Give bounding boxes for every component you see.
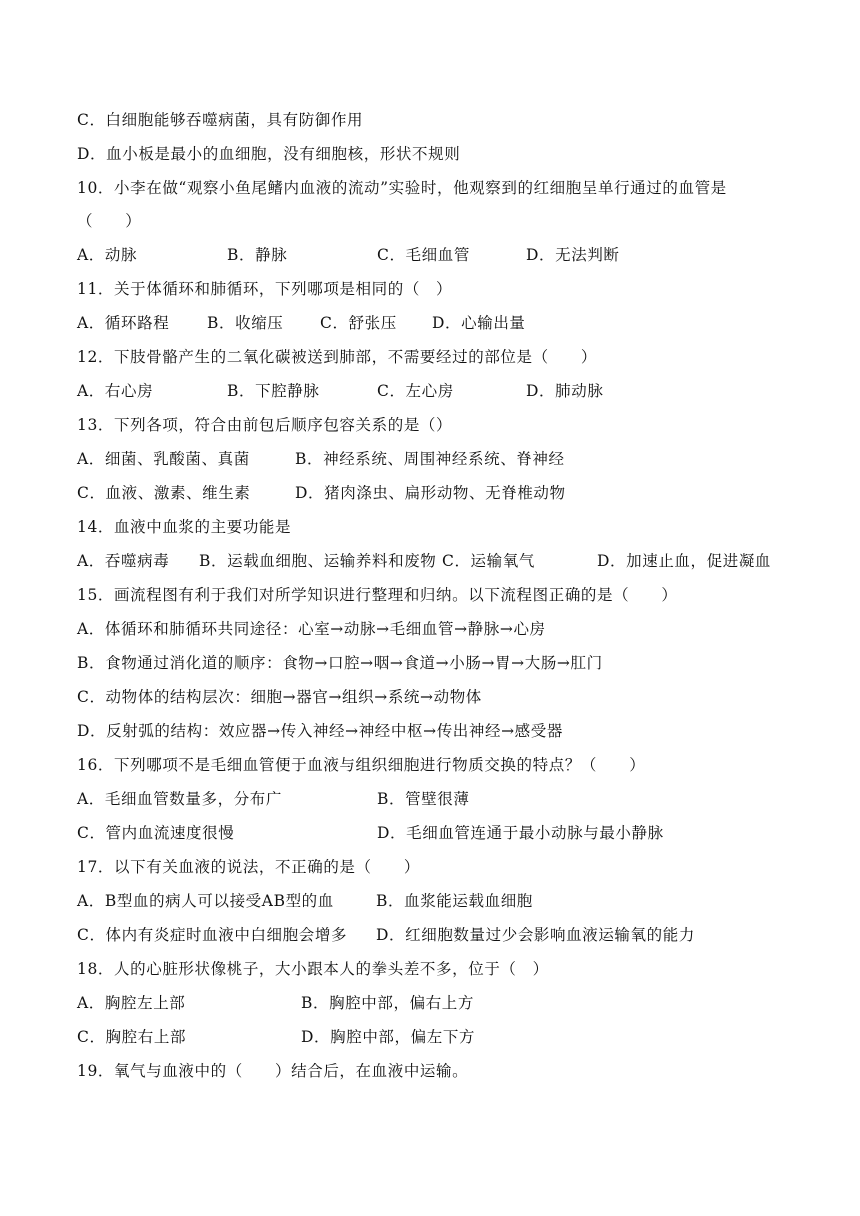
q15-option-d: D．反射弧的结构：效应器→传入神经→神经中枢→传出神经→感受器 [77, 722, 563, 740]
q18-option-d: D．胸腔中部，偏左下方 [301, 1028, 476, 1046]
q17-option-d: D．红细胞数量过少会影响血液运输氧的能力 [376, 926, 695, 944]
q11-option-b: B．收缩压 [207, 314, 284, 332]
q10-option-a: A．动脉 [77, 246, 138, 264]
q18-option-a: A．胸腔左上部 [77, 994, 186, 1012]
q18-stem: 18．人的心脏形状像桃子，大小跟本人的拳头差不多，位于（ ） [77, 960, 549, 978]
q13-option-b: B．神经系统、周围神经系统、脊神经 [295, 450, 565, 468]
q9-option-c: C．白细胞能够吞噬病菌，具有防御作用 [77, 111, 364, 129]
q10-paren: （ ） [77, 212, 142, 230]
q10-option-b: B．静脉 [227, 246, 288, 264]
q10-stem: 10．小李在做“观察小鱼尾鳍内血液的流动”实验时，他观察到的红细胞呈单行通过的血管是 [77, 179, 727, 197]
q13-option-a: A．细菌、乳酸菌、真菌 [77, 450, 250, 468]
q13-option-c: C．血液、激素、维生素 [77, 484, 251, 502]
q12-option-b: B．下腔静脉 [227, 382, 320, 400]
q11-option-a: A．循环路程 [77, 314, 170, 332]
q10-option-d: D．无法判断 [526, 246, 620, 264]
q17-option-a: A．B型血的病人可以接受AB型的血 [77, 892, 334, 910]
q13-option-d: D．猪肉涤虫、扁形动物、无脊椎动物 [295, 484, 566, 502]
q16-option-b: B．管壁很薄 [377, 790, 470, 808]
q9-option-d: D．血小板是最小的血细胞，没有细胞核，形状不规则 [77, 145, 461, 163]
q17-stem: 17．以下有关血液的说法，不正确的是（ ） [77, 858, 420, 876]
q15-option-a: A．体循环和肺循环共同途径：心室→动脉→毛细血管→静脉→心房 [77, 620, 546, 638]
q17-option-c: C．体内有炎症时血液中白细胞会增多 [77, 926, 348, 944]
q15-stem: 15．画流程图有利于我们对所学知识进行整理和归纳。以下流程图正确的是（ ） [77, 586, 678, 604]
q14-stem: 14．血液中血浆的主要功能是 [77, 518, 292, 536]
q11-option-d: D．心输出量 [432, 314, 526, 332]
q14-option-a: A．吞噬病毒 [77, 552, 170, 570]
q14-option-d: D．加速止血，促进凝血 [597, 552, 772, 570]
q11-stem: 11．关于体循环和肺循环，下列哪项是相同的（ ） [77, 280, 453, 298]
q16-option-a: A．毛细血管数量多，分布广 [77, 790, 282, 808]
q12-option-d: D．肺动脉 [526, 382, 604, 400]
q10-option-c: C．毛细血管 [377, 246, 470, 264]
q15-option-c: C．动物体的结构层次：细胞→器官→组织→系统→动物体 [77, 688, 482, 706]
q13-stem: 13．下列各项，符合由前包后顺序包容关系的是（） [77, 416, 453, 434]
q18-option-b: B．胸腔中部，偏右上方 [301, 994, 474, 1012]
q12-option-c: C．左心房 [377, 382, 454, 400]
q18-option-c: C．胸腔右上部 [77, 1028, 187, 1046]
q16-option-c: C．管内血流速度很慢 [77, 824, 235, 842]
q12-option-a: A．右心房 [77, 382, 154, 400]
q16-stem: 16．下列哪项不是毛细血管便于血液与组织细胞进行物质交换的特点？（ ） [77, 756, 646, 774]
q19-stem: 19．氧气与血液中的（ ）结合后，在血液中运输。 [77, 1062, 469, 1080]
q14-option-c: C．运输氧气 [442, 552, 535, 570]
q14-option-b: B．运载血细胞、运输养料和废物 [199, 552, 437, 570]
q17-option-b: B．血浆能运载血细胞 [376, 892, 533, 910]
q15-option-b: B．食物通过消化道的顺序：食物→口腔→咽→食道→小肠→胃→大肠→肛门 [77, 654, 603, 672]
q12-stem: 12．下肢骨骼产生的二氧化碳被送到肺部，不需要经过的部位是（ ） [77, 348, 598, 366]
q16-option-d: D．毛细血管连通于最小动脉与最小静脉 [377, 824, 664, 842]
q11-option-c: C．舒张压 [320, 314, 397, 332]
